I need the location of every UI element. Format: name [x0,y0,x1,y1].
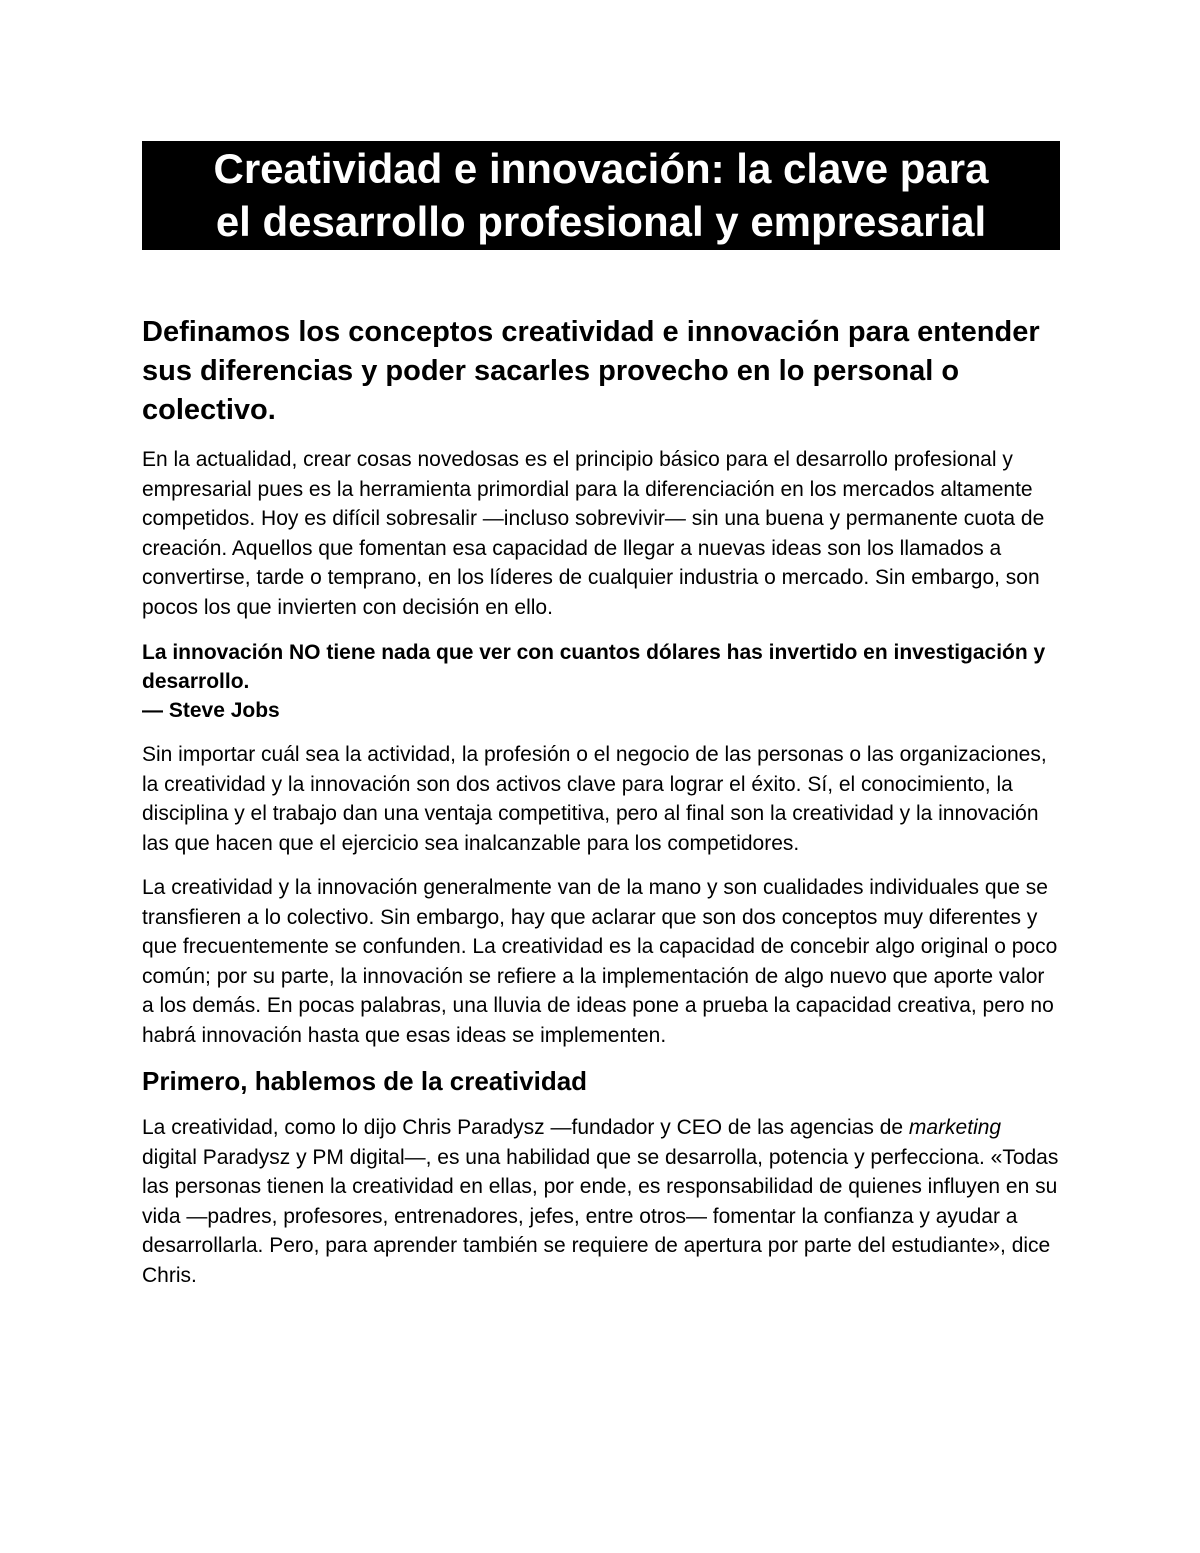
paragraph-creativity-part1: La creatividad, como lo dijo Chris Paradysz —fundador y CEO de las agencias de [142,1116,909,1139]
document-title [142,141,1060,250]
paragraph-difference: La creatividad y la innovación generalmente van de la mano y son cualidades individuales que se transfieren a lo colectivo. Sin embargo, hay que aclarar que son dos conceptos muy diferentes y que frecuentemente se confunden. La creatividad es la capacidad de concebir algo original o poco común; por su parte, la innovación se refiere a la implementación de algo nuevo que aporte valor a los demás. En pocas palabras, una lluvia de ideas pone a prueba la capacidad creativa, pero no habrá innovación hasta que esas ideas se implementen. [142,876,1058,1047]
document-subtitle: Definamos los conceptos creatividad e innovación para entender sus diferencias y poder sacarles provecho en lo personal o colectivo. [142,316,1040,426]
quote-block [142,638,1060,725]
paragraph-intro: En la actualidad, crear cosas novedosas es el principio básico para el desarrollo profesional y empresarial pues es la herramienta primordial para la diferenciación en los mercados altamente competidos. Hoy es difícil sobresalir —incluso sobrevivir— sin una buena y permanente cuota de creación. Aquellos que fomentan esa capacidad de llegar a nuevas ideas son los llamados a convertirse, tarde o temprano, en los líderes de cualquier industria o mercado. Sin embargo, son pocos los que invierten con decisión en ello. [142,448,1045,619]
paragraph-importance: Sin importar cuál sea la actividad, la profesión o el negocio de las personas o las organizaciones, la creatividad y la innovación son dos activos clave para lograr el éxito. Sí, el conocimiento, la disciplina y el trabajo dan una ventaja competitiva, pero al final son la creatividad y la innovación las que hacen que el ejercicio sea inalcanzable para los competidores. [142,743,1047,855]
section-heading-creativity: Primero, hablemos de la creatividad [142,1066,588,1096]
quote-author: — Steve Jobs [142,699,280,722]
quote-text: La innovación NO tiene nada que ver con cuantos dólares has invertido en investigación y desarrollo. [142,641,1046,693]
title-line-2: el desarrollo profesional y empresarial [215,198,987,245]
paragraph-creativity-part2: digital Paradysz y PM digital—, es una habilidad que se desarrolla, potencia y perfecciona. «Todas las personas tienen la creatividad en ellas, por ende, es responsabilidad de quienes influyen en su vida —padres, profesores, entrenadores, jefes, entre otros— fomentar la confianza y ayudar a desarrollarla. Pero, para aprender también se requiere de apertura por parte del estudiante», dice Chris. [142,1145,1059,1287]
title-line-1: Creatividad e innovación: la clave para [213,145,989,192]
paragraph-creativity [142,1113,1060,1290]
document-page [142,141,1060,1290]
italic-marketing: marketing [908,1116,1002,1139]
